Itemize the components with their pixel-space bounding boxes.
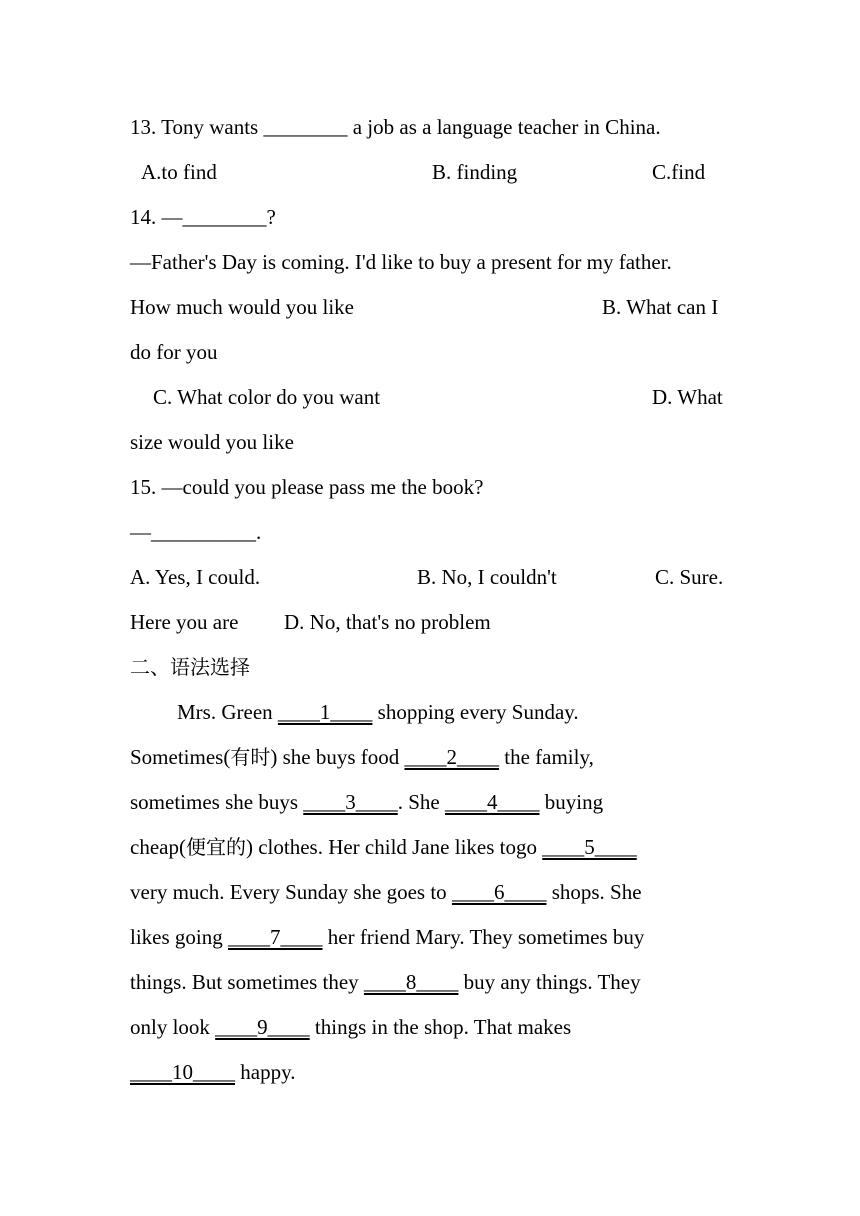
blank-7: ____7____ xyxy=(228,925,323,949)
section-heading: 二、语法选择 xyxy=(130,655,250,679)
blank-1: ____1____ xyxy=(277,700,373,724)
q15-stem: 15. —could you please pass me the book? xyxy=(130,475,484,499)
q14-option-b-tail: do for you xyxy=(130,340,218,364)
passage-text: Mrs. Green xyxy=(177,700,278,724)
passage-text: happy. xyxy=(235,1060,296,1084)
q14-option-b-head: B. What can I xyxy=(602,295,719,319)
passage-text: things in the shop. That makes xyxy=(309,1015,572,1039)
q15-option-b: B. No, I couldn't xyxy=(417,565,557,589)
q13-option-c: C.find xyxy=(652,160,706,184)
passage-text: buy any things. They xyxy=(458,970,641,994)
blank-3: ____3____ xyxy=(303,790,398,814)
passage-line-7 xyxy=(130,967,641,997)
passage-text: the family, xyxy=(498,745,594,769)
q14-stem: 14. —________? xyxy=(130,205,276,229)
q14-option-d-head: D. What xyxy=(652,385,723,409)
passage-text: only look xyxy=(130,1015,216,1039)
q14-option-d-tail: size would you like xyxy=(130,430,294,454)
q15-option-d: D. No, that's no problem xyxy=(284,610,491,634)
q15-option-a: A. Yes, I could. xyxy=(130,565,261,589)
passage-text: Sometimes( xyxy=(130,745,231,769)
passage-text: her friend Mary. They sometimes buy xyxy=(322,925,645,949)
passage-line-5 xyxy=(130,877,642,907)
passage-text: ) clothes. Her child Jane likes togo xyxy=(245,835,543,859)
blank-10: ____10____ xyxy=(130,1060,235,1084)
passage-line-2 xyxy=(130,742,594,772)
q15-reply: —__________. xyxy=(130,520,262,544)
q13-stem: 13. Tony wants ________ a job as a language teacher in China. xyxy=(130,115,661,139)
blank-6: ____6____ xyxy=(451,880,547,904)
blank-9: ____9____ xyxy=(215,1015,310,1039)
q14-option-c: C. What color do you want xyxy=(153,385,381,409)
chinese-gloss: 有时 xyxy=(230,745,271,769)
q14-option-a: How much would you like xyxy=(130,295,354,319)
passage-text: buying xyxy=(539,790,604,814)
blank-4: ____4____ xyxy=(445,790,540,814)
blank-2: ____2____ xyxy=(404,745,499,769)
q13-option-a: A.to find xyxy=(141,160,217,184)
passage-line-1 xyxy=(177,697,579,727)
blank-8: ____8____ xyxy=(363,970,459,994)
blank-5: ____5____ xyxy=(542,835,637,859)
passage-text: shops. She xyxy=(546,880,642,904)
passage-text: ) she buys food xyxy=(270,745,405,769)
passage-line-4 xyxy=(130,832,637,862)
chinese-gloss: 便宜的 xyxy=(185,835,246,859)
passage-text: very much. Every Sunday she goes to xyxy=(130,880,452,904)
passage-text: . She xyxy=(397,790,445,814)
q15-option-c-tail: Here you are xyxy=(130,610,239,634)
q15-option-c-head: C. Sure. xyxy=(655,565,724,589)
passage-text: likes going xyxy=(130,925,228,949)
passage-line-8 xyxy=(130,1012,571,1042)
passage-text: shopping every Sunday. xyxy=(372,700,579,724)
passage-text: cheap( xyxy=(130,835,186,859)
passage-line-3 xyxy=(130,787,603,817)
q13-option-b: B. finding xyxy=(432,160,518,184)
q14-reply: —Father's Day is coming. I'd like to buy a present for my father. xyxy=(130,250,672,274)
passage-line-6 xyxy=(130,922,644,952)
passage-text: sometimes she buys xyxy=(130,790,304,814)
passage-line-9 xyxy=(130,1057,295,1087)
passage-text: things. But sometimes they xyxy=(130,970,364,994)
